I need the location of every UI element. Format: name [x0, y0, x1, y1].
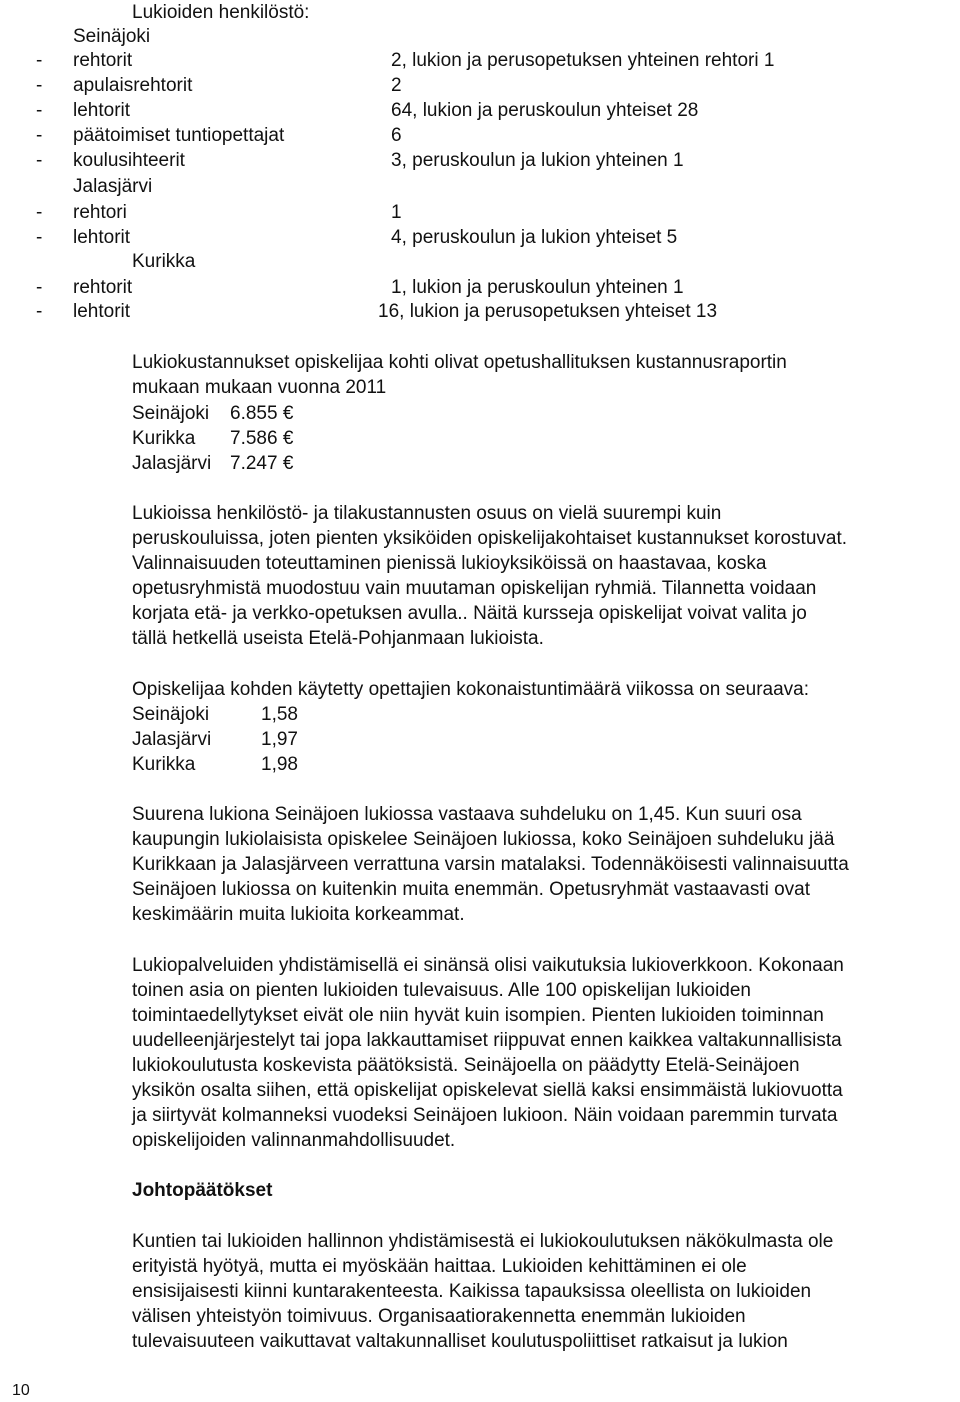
text-line: toinen asia on pienten lukioiden tulevaisuus. Alle 100 opiskelijan lukioiden: [132, 980, 751, 1001]
cost-place: Seinäjoki: [132, 403, 210, 424]
costs-intro: [132, 350, 960, 400]
text-line: Lukiopalveluiden yhdistämisellä ei sinänsä olisi vaikutuksia lukioverkkoon. Kokonaan: [132, 955, 844, 976]
staff-label: lehtorit: [73, 301, 131, 322]
staff-value: 2: [391, 75, 402, 96]
cost-value: 7.247 €: [230, 453, 294, 474]
text-line: Lukioissa henkilöstö- ja tilakustannusten osuus on vielä suurempi kuin: [132, 503, 722, 524]
text-line: opetusryhmistä muodostuu vain muutaman opiskelijan ryhmiä. Tilannetta voidaan: [132, 578, 817, 599]
paragraph-service-merger: [132, 953, 960, 1153]
cost-value: 7.586 €: [230, 428, 294, 449]
hours-value: 1,58: [261, 704, 298, 725]
text-line: Suurena lukiona Seinäjoen lukiossa vastaava suhdeluku on 1,45. Kun suuri osa: [132, 804, 802, 825]
text-line: välisen yhteistyön toimivuus. Organisaatiorakennetta enemmän lukioiden: [132, 1306, 746, 1327]
text-line: kaupungin lukiolaisista opiskelee Seinäjoen lukiossa, koko Seinäjoen suhdeluku jää: [132, 829, 835, 850]
staff-label: lehtorit: [73, 227, 131, 248]
paragraph-conclusions: [132, 1229, 960, 1354]
place-heading-kurikka: Kurikka: [132, 251, 196, 272]
text-line: Seinäjoen lukiossa on kuitenkin muita enemmän. Opetusryhmät vastaavasti ovat: [132, 879, 811, 900]
text-line: Valinnaisuuden toteuttaminen pienissä lukioyksiköissä on haastavaa, koska: [132, 553, 767, 574]
cost-place: Jalasjärvi: [132, 453, 212, 474]
list-dash: -: [36, 100, 43, 121]
text-line: Kurikkaan ja Jalasjärveen verrattuna varsin matalaksi. Todennäköisesti valinnaisuutta: [132, 854, 849, 875]
list-dash: -: [36, 50, 43, 71]
text-line: Kuntien tai lukioiden hallinnon yhdistämisestä ei lukiokoulutuksen näkökulmasta ole: [132, 1231, 834, 1252]
hours-place: Kurikka: [132, 754, 196, 775]
staff-value: 1, lukion ja peruskoulun yhteinen 1: [391, 277, 684, 298]
staff-label: päätoimiset tuntiopettajat: [73, 125, 285, 146]
page-number: 10: [12, 1382, 30, 1399]
hours-place: Jalasjärvi: [132, 729, 212, 750]
list-dash: -: [36, 227, 43, 248]
paragraph-seinajoki-ratio: [132, 802, 960, 927]
staff-title: Lukioiden henkilöstö:: [132, 2, 310, 23]
text-line: ensisijaisesti kiinni kuntarakenteesta. Kaikissa tapauksissa oleellista on lukioiden: [132, 1281, 812, 1302]
staff-label: rehtorit: [73, 50, 133, 71]
text-line: erityistä hyötyä, mutta ei myöskään haittaa. Lukioiden kehittäminen ei ole: [132, 1256, 747, 1277]
text-line: mukaan mukaan vuonna 2011: [132, 377, 387, 398]
text-line: tällä hetkellä useista Etelä-Pohjanmaan lukioista.: [132, 628, 544, 649]
staff-value: 3, peruskoulun ja lukion yhteinen 1: [391, 150, 684, 171]
staff-value: 1: [391, 202, 402, 223]
hours-value: 1,97: [261, 729, 298, 750]
hours-intro: Opiskelijaa kohden käytetty opettajien kokonaistuntimäärä viikossa on seuraava:: [132, 679, 809, 700]
list-dash: -: [36, 202, 43, 223]
staff-value: 2, lukion ja perusopetuksen yhteinen rehtori 1: [391, 50, 775, 71]
list-dash: -: [36, 125, 43, 146]
text-line: opiskelijoiden valinnanmahdollisuudet.: [132, 1130, 456, 1151]
conclusions-heading: Johtopäätökset: [132, 1180, 273, 1201]
cost-place: Kurikka: [132, 428, 196, 449]
list-dash: -: [36, 75, 43, 96]
text-line: uudelleenjärjestelyt tai jopa lakkauttamiset riippuvat ennen kaikkea valtakunnallisista: [132, 1030, 842, 1051]
paragraph-personnel-costs: [132, 501, 960, 651]
cost-value: 6.855 €: [230, 403, 294, 424]
list-dash: -: [36, 277, 43, 298]
list-dash: -: [36, 150, 43, 171]
text-line: ja siirtyvät kolmanneksi vuodeksi Seinäjoen lukioon. Näin voidaan paremmin turvata: [132, 1105, 838, 1126]
text-line: Lukiokustannukset opiskelijaa kohti olivat opetushallituksen kustannusraportin: [132, 352, 787, 373]
staff-value: 16, lukion ja perusopetuksen yhteiset 13: [378, 301, 718, 322]
staff-value: 64, lukion ja peruskoulun yhteiset 28: [391, 100, 699, 121]
text-line: tulevaisuuteen vaikuttavat valtakunnalliset koulutuspoliittiset ratkaisut ja lukion: [132, 1331, 788, 1352]
text-line: toimintaedellytykset eivät ole niin hyvät kuin isompien. Pienten lukioiden toiminnan: [132, 1005, 824, 1026]
place-heading-seinajoki: Seinäjoki: [73, 26, 151, 47]
staff-label: apulaisrehtorit: [73, 75, 193, 96]
staff-label: koulusihteerit: [73, 150, 185, 171]
staff-label: rehtorit: [73, 277, 133, 298]
staff-label: lehtorit: [73, 100, 131, 121]
staff-value: 4, peruskoulun ja lukion yhteiset 5: [391, 227, 678, 248]
text-line: korjata etä- ja verkko-opetuksen avulla.. Näitä kursseja opiskelijat voivat valita jo: [132, 603, 807, 624]
text-line: keskimäärin muita lukioita korkeammat.: [132, 904, 465, 925]
text-line: lukiokoulutusta koskevista päätöksistä. Seinäjoella on päädytty Etelä-Seinäjoen: [132, 1055, 800, 1076]
list-dash: -: [36, 301, 43, 322]
staff-label: rehtori: [73, 202, 127, 223]
hours-value: 1,98: [261, 754, 298, 775]
place-heading-jalasjarvi: Jalasjärvi: [73, 176, 153, 197]
staff-value: 6: [391, 125, 402, 146]
hours-place: Seinäjoki: [132, 704, 210, 725]
text-line: yksikön osalta siihen, että opiskelijat opiskelevat siellä kaksi ensimmäistä lukiovuotta: [132, 1080, 843, 1101]
text-line: peruskouluissa, joten pienten yksiköiden opiskelijakohtaiset kustannukset korostuvat.: [132, 528, 848, 549]
